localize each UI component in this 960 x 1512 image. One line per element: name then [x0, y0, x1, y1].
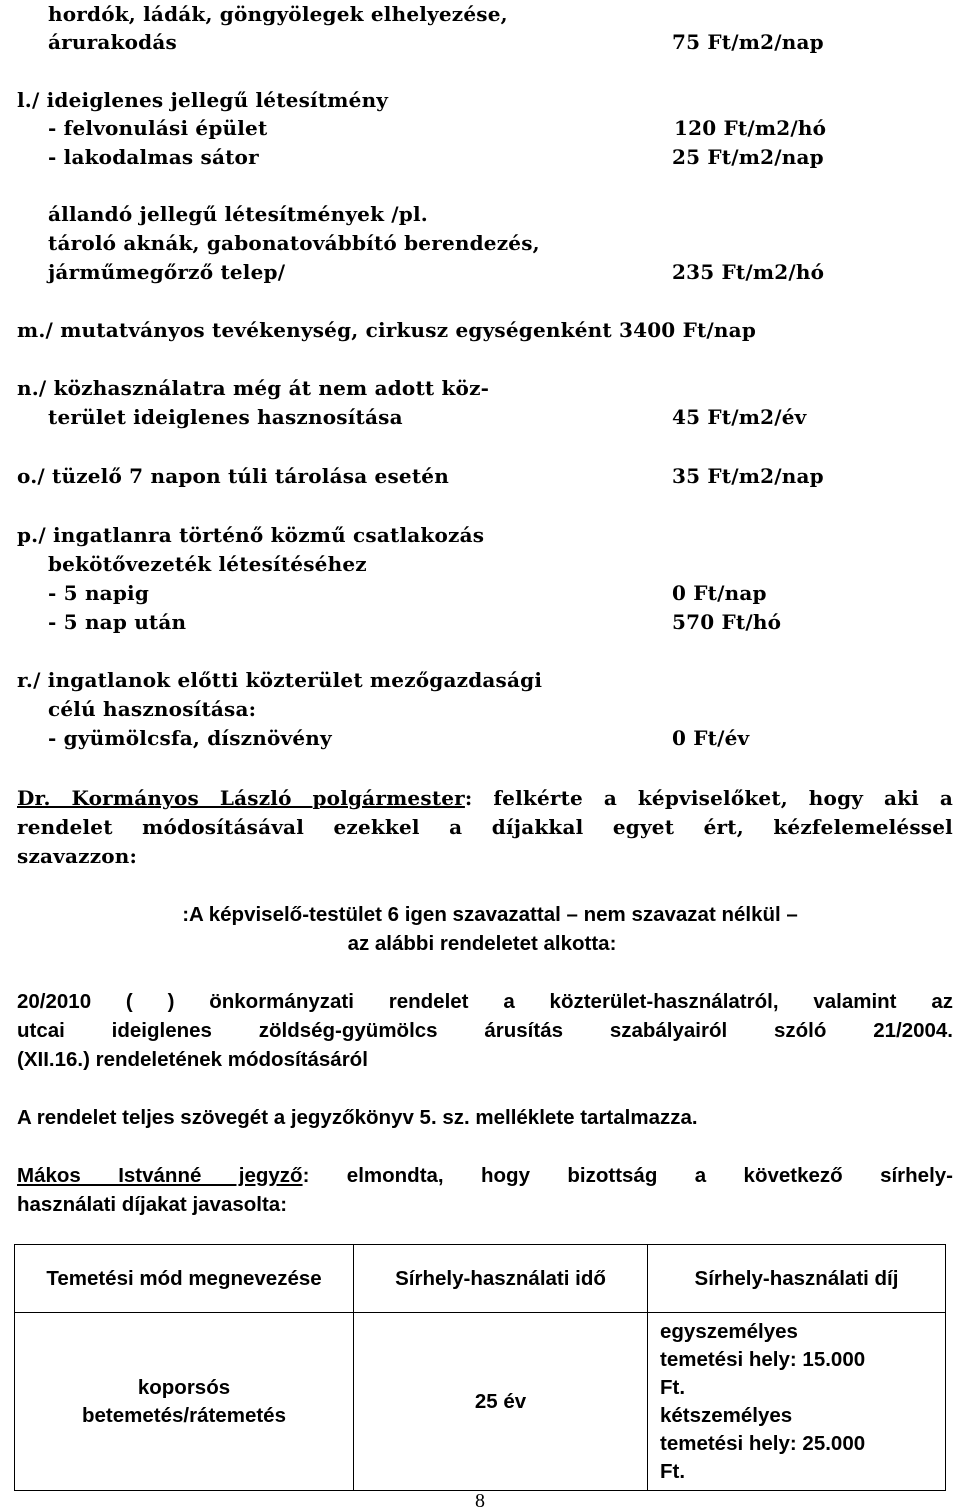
page-number: 8: [475, 1490, 485, 1512]
fee-line-6: Ft.: [660, 1459, 686, 1483]
fee-o-label: o./ tüzelő 7 napon túli tárolása esetén: [17, 464, 449, 488]
fee-l-label-3: - lakodalmas sátor: [48, 145, 259, 169]
grave-fee-table: [14, 1244, 946, 1491]
fee-r-label-2: célú hasznosítása:: [48, 697, 257, 721]
burial-mode-line-1: koporsós: [137, 1375, 231, 1399]
decree-line-1: 20/2010 ( ) önkormányzati rendelet a közterület-használatról, valamint az: [17, 990, 953, 1013]
fee-r-value-3: 0 Ft/év: [672, 726, 750, 750]
fee-l-value-3: 25 Ft/m2/nap: [672, 145, 824, 169]
fee-l-label-1: l./ ideiglenes jellegű létesítmény: [17, 88, 389, 112]
fee-p-label-3: - 5 napig: [48, 581, 150, 605]
fee-p-value-4: 570 Ft/hó: [672, 610, 782, 634]
fee-o-value: 35 Ft/m2/nap: [672, 464, 824, 488]
fee-line-1: egyszemélyes: [660, 1319, 798, 1343]
fee-n-label-2: terület ideiglenes hasznosítása: [48, 405, 403, 429]
notary-paragraph-line-1: [17, 1162, 953, 1190]
fee-allando-label-3: járműmegőrző telep/: [48, 260, 286, 284]
fee-l-label-2: - felvonulási épület: [48, 116, 268, 140]
fee-p-label-2: bekötővezeték létesítéséhez: [48, 552, 367, 576]
mayor-paragraph-line-3: szavazzon:: [17, 844, 138, 868]
fee-line-2: temetési hely: 15.000: [660, 1347, 866, 1371]
header-fee: Sírhely-használati díj: [648, 1245, 946, 1313]
fee-p-value-3: 0 Ft/nap: [672, 581, 767, 605]
fee-line-4: kétszemélyes: [660, 1403, 793, 1427]
fee-r-label-3: - gyümölcsfa, dísznövény: [48, 726, 332, 750]
header-duration: Sírhely-használati idő: [354, 1245, 648, 1313]
annex-note: A rendelet teljes szövegét a jegyzőkönyv 5. sz. melléklete tartalmazza.: [17, 1106, 698, 1129]
fee-hordok-label-2: árurakodás: [48, 30, 177, 54]
mayor-paragraph-line-2: rendelet módosításával ezekkel a díjakkal egyet ért, kézfelemeléssel: [17, 815, 953, 839]
table-header-row: [15, 1245, 946, 1313]
fee-line-3: Ft.: [660, 1375, 686, 1399]
mayor-speaker: Dr. Kormányos László polgármester: [17, 786, 465, 810]
fee-n-value: 45 Ft/m2/év: [672, 405, 807, 429]
decree-line-2: utcai ideiglenes zöldség-gyümölcs árusítás szabályairól szóló 21/2004.: [17, 1019, 953, 1042]
mayor-line1-rest: : felkérte a képviselőket, hogy aki a: [464, 786, 953, 810]
fee-m-line: m./ mutatványos tevékenység, cirkusz egységenként 3400 Ft/nap: [17, 318, 757, 342]
burial-mode-line-2: betemetés/rátemetés: [82, 1403, 286, 1427]
notary-paragraph-line-2: használati díjakat javasolta:: [17, 1193, 288, 1216]
fee-allando-value: 235 Ft/m2/hó: [672, 260, 825, 284]
vote-line-2: az alábbi rendeletet alkotta:: [347, 932, 617, 955]
notary-line1-rest: : elmondta, hogy bizottság a következő sírhely-: [302, 1164, 953, 1187]
notary-speaker: Mákos Istvánné jegyző: [17, 1164, 303, 1187]
decree-line-3: (XII.16.) rendeletének módosításáról: [17, 1048, 368, 1071]
mayor-paragraph-line-1: [17, 784, 953, 812]
cell-burial-mode: [15, 1313, 354, 1491]
fee-n-label-1: n./ közhasználatra még át nem adott köz-: [17, 376, 490, 400]
fee-p-label-1: p./ ingatlanra történő közmű csatlakozás: [17, 523, 485, 547]
vote-line-1: :A képviselő-testület 6 igen szavazattal – nem szavazat nélkül –: [182, 903, 798, 926]
fee-hordok-label-1: hordók, ládák, göngyölegek elhelyezése,: [48, 2, 508, 26]
fee-hordok-value: 75 Ft/m2/nap: [672, 30, 824, 54]
fee-r-label-1: r./ ingatlanok előtti közterület mezőgazdasági: [17, 668, 543, 692]
cell-duration: 25 év: [354, 1313, 648, 1491]
fee-l-value-2: 120 Ft/m2/hó: [674, 116, 827, 140]
fee-line-5: temetési hely: 25.000: [660, 1431, 866, 1455]
fee-allando-label-2: tároló aknák, gabonatovábbító berendezés,: [48, 231, 540, 255]
fee-allando-label-1: állandó jellegű létesítmények /pl.: [48, 202, 428, 226]
table-row: [15, 1313, 946, 1491]
cell-fee: [648, 1313, 946, 1491]
fee-p-label-4: - 5 nap után: [48, 610, 187, 634]
header-burial-mode: Temetési mód megnevezése: [15, 1245, 354, 1313]
